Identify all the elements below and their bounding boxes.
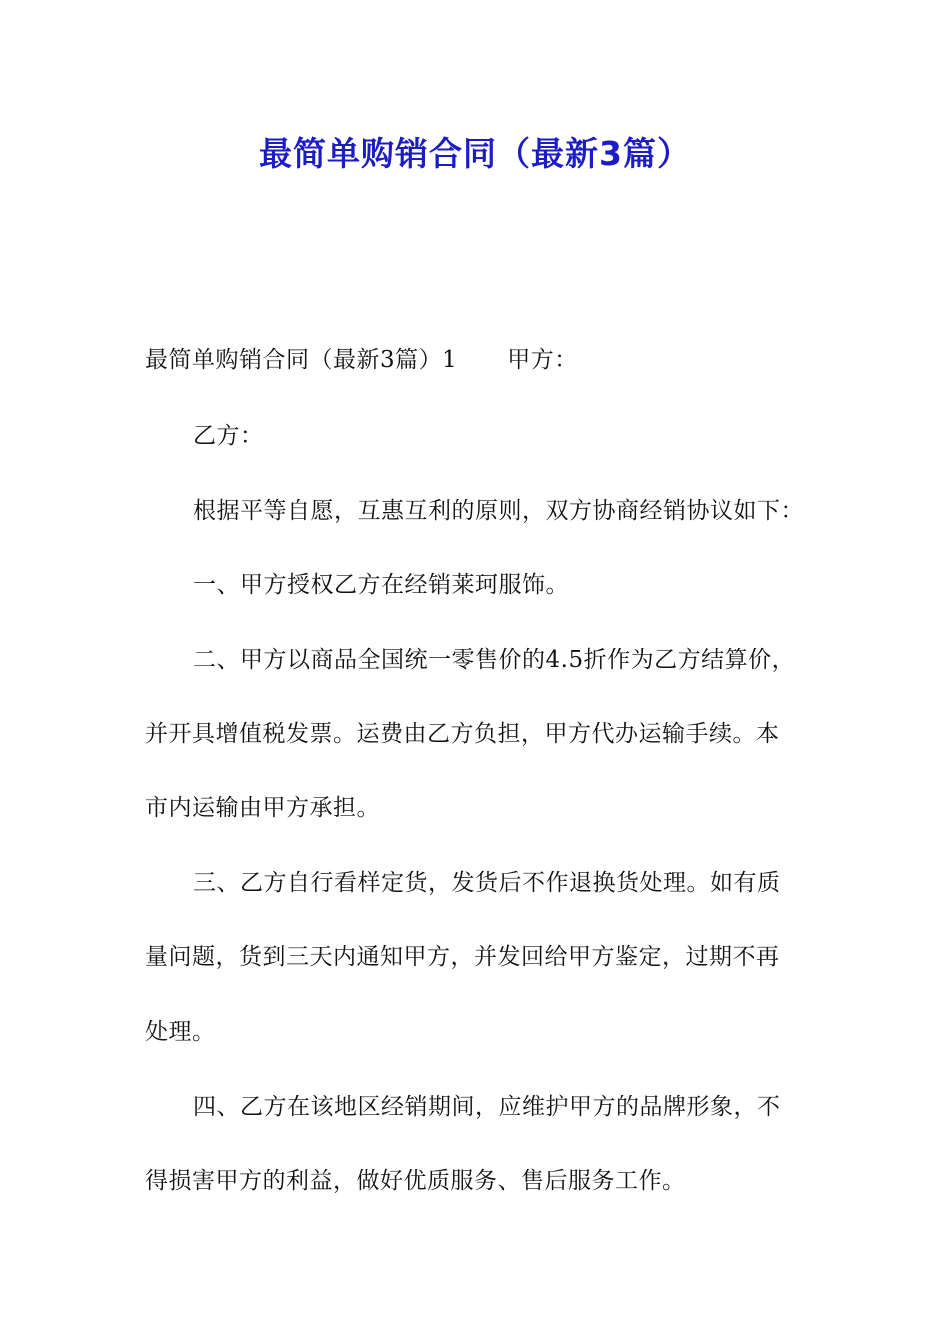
clause-1: 一、甲方授权乙方在经销莱珂服饰。 bbox=[193, 572, 569, 598]
clause-3-line-2: 量问题，货到三天内通知甲方，并发回给甲方鉴定，过期不再 bbox=[145, 944, 780, 970]
clause-3-line-3: 处理。 bbox=[145, 1019, 216, 1045]
clause-3-line-1: 三、乙方自行看样定货，发货后不作退换货处理。如有质 bbox=[193, 870, 781, 896]
party-b-label: 乙方： bbox=[193, 423, 264, 449]
clause-2-line-2: 并开具增值税发票。运费由乙方负担，甲方代办运输手续。本 bbox=[145, 721, 780, 747]
paragraph-intro: 根据平等自愿，互惠互利的原则，双方协商经销协议如下： bbox=[193, 498, 804, 524]
contract-subtitle: 最简单购销合同（最新3篇）1 bbox=[145, 347, 458, 373]
contract-heading-line bbox=[145, 343, 825, 377]
clause-2-line-1: 二、甲方以商品全国统一零售价的4.5折作为乙方结算价， bbox=[193, 647, 796, 673]
party-a-label: 甲方： bbox=[507, 347, 578, 373]
document-title: 最简单购销合同（最新3篇） bbox=[259, 134, 691, 173]
clause-2-line-3: 市内运输由甲方承担。 bbox=[145, 795, 380, 821]
clause-4-line-1: 四、乙方在该地区经销期间，应维护甲方的品牌形象，不 bbox=[193, 1094, 781, 1120]
clause-4-line-2: 得损害甲方的利益，做好优质服务、售后服务工作。 bbox=[145, 1168, 686, 1194]
